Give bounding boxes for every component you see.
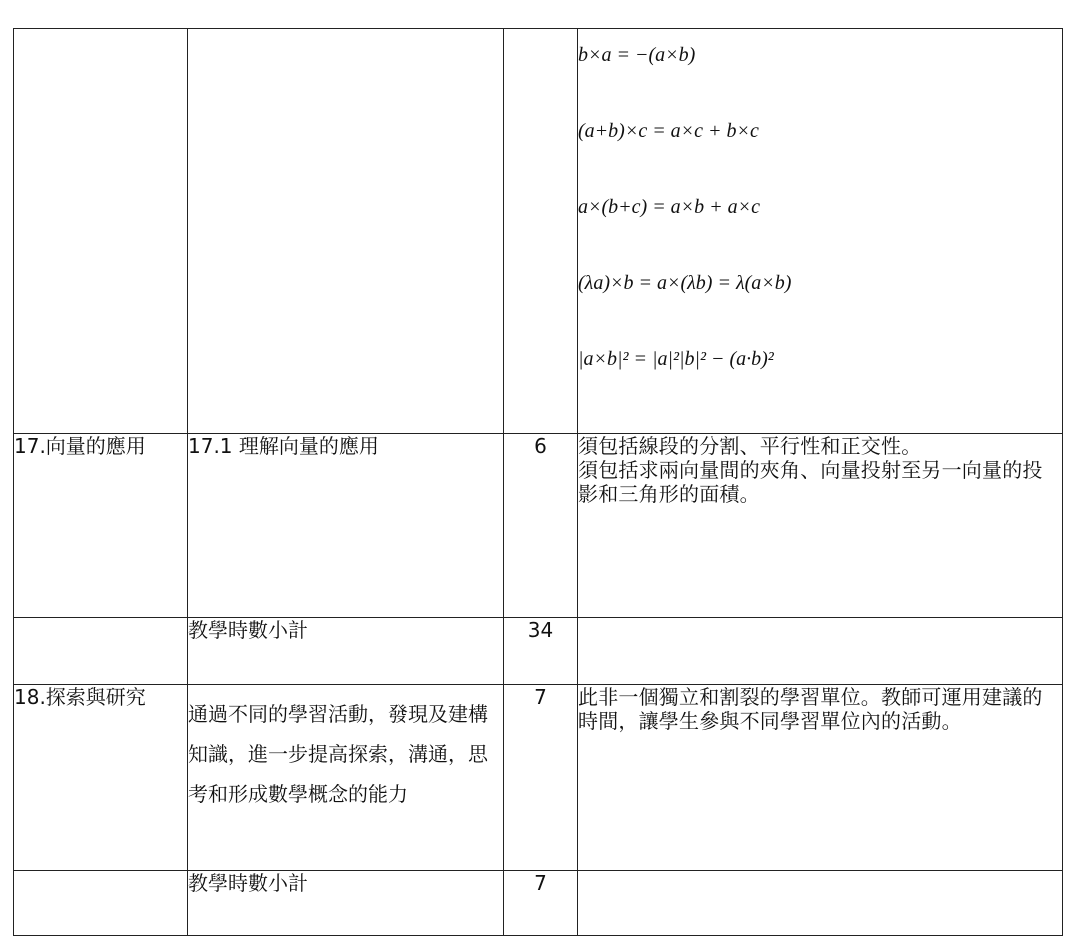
- hours-value: 7: [504, 685, 578, 871]
- formula-left-distributive-text: a×(b+c) = a×b + a×c: [578, 196, 761, 218]
- formula-lagrange-text: |a×b|² = |a|²|b|² − (a·b)²: [578, 348, 774, 370]
- formula-left-distributive: [578, 181, 1062, 257]
- note-line: 須包括求兩向量間的夾角、向量投射至另一向量的投影和三角形的面積。: [578, 458, 1043, 506]
- unit-name: 18.探索與研究: [14, 685, 188, 871]
- unit-cell: [14, 618, 188, 685]
- formula-right-distributive-text: (a+b)×c = a×c + b×c: [578, 120, 759, 142]
- syllabus-table: [13, 28, 1063, 936]
- notes-cell: [578, 618, 1063, 685]
- subtotal-label: 教學時數小計: [188, 618, 504, 685]
- unit-name: 17.向量的應用: [14, 434, 188, 618]
- formula-scalar-text: (λa)×b = a×(λb) = λ(a×b): [578, 272, 792, 294]
- note-line: 須包括線段的分割、平行性和正交性。: [578, 434, 922, 458]
- subtotal-hours: 34: [504, 618, 578, 685]
- table-row: [14, 434, 1063, 618]
- topic-name: 17.1 理解向量的應用: [188, 434, 504, 618]
- formula-right-distributive: [578, 105, 1062, 181]
- table-row: [14, 29, 1063, 434]
- subtotal-row: [14, 618, 1063, 685]
- topic-cell: [188, 29, 504, 434]
- notes-cell: [578, 871, 1063, 936]
- formula-scalar: [578, 257, 1062, 333]
- subtotal-hours: 7: [504, 871, 578, 936]
- topic-name: 通過不同的學習活動，發現及建構知識，進一步提高探索，溝通，思考和形成數學概念的能力: [188, 685, 504, 871]
- hours-cell: [504, 29, 578, 434]
- unit-cell: [14, 871, 188, 936]
- subtotal-row: [14, 871, 1063, 936]
- formula-anticommutative-text: b×a = −(a×b): [578, 44, 696, 66]
- formula-cell: [578, 29, 1063, 434]
- subtotal-label: 教學時數小計: [188, 871, 504, 936]
- formula-lagrange: [578, 333, 1062, 409]
- note-line: 此非一個獨立和割裂的學習單位。教師可運用建議的時間，讓學生參與不同學習單位內的活動。: [578, 685, 1063, 871]
- unit-cell: [14, 29, 188, 434]
- formula-anticommutative: [578, 29, 1062, 105]
- notes-cell: [578, 434, 1063, 618]
- table-row: [14, 685, 1063, 871]
- hours-value: 6: [504, 434, 578, 618]
